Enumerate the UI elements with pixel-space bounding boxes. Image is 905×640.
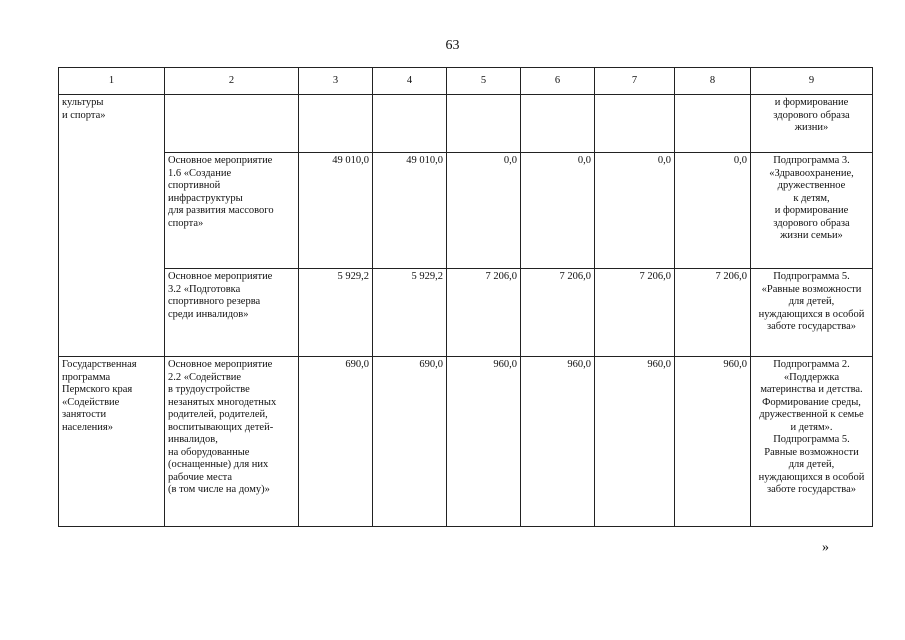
- value-cell: [521, 95, 595, 153]
- value-cell: 960,0: [675, 357, 751, 527]
- value-cell: 0,0: [447, 153, 521, 269]
- subprogram-cell: Подпрограмма 5. «Равные возможности для детей, нуждающихся в особой заботе государства»: [751, 269, 873, 357]
- header-col-5: 5: [447, 68, 521, 95]
- budget-table: [58, 67, 873, 527]
- table-row: [59, 153, 873, 269]
- event-cell: Основное мероприятие 1.6 «Создание спортивной инфраструктуры для развития массового спорта»: [165, 153, 299, 269]
- header-col-6: 6: [521, 68, 595, 95]
- value-cell: 7 206,0: [521, 269, 595, 357]
- value-cell: 7 206,0: [595, 269, 675, 357]
- header-col-7: 7: [595, 68, 675, 95]
- value-cell: [595, 95, 675, 153]
- closing-quote-mark: »: [822, 540, 829, 555]
- header-col-2: 2: [165, 68, 299, 95]
- header-col-3: 3: [299, 68, 373, 95]
- value-cell: 49 010,0: [299, 153, 373, 269]
- value-cell: 960,0: [595, 357, 675, 527]
- value-cell: 960,0: [447, 357, 521, 527]
- subprogram-cell: Подпрограмма 2. «Поддержка материнства и детства. Формирование среды, дружественной к семье и детям». Подпрограмма 5. Равные возможности для детей, нуждающихся в особой заботе государства»: [751, 357, 873, 527]
- value-cell: 0,0: [675, 153, 751, 269]
- header-col-1: 1: [59, 68, 165, 95]
- value-cell: 960,0: [521, 357, 595, 527]
- value-cell: 5 929,2: [373, 269, 447, 357]
- value-cell: 0,0: [595, 153, 675, 269]
- table-row: [59, 269, 873, 357]
- event-cell: Основное мероприятие 2.2 «Содействие в трудоустройстве незанятых многодетных родителей, родителей, воспитывающих детей- инвалидов, на оборудованные (оснащенные) для них рабочие места (в том числе на дому)»: [165, 357, 299, 527]
- value-cell: 0,0: [521, 153, 595, 269]
- value-cell: 690,0: [299, 357, 373, 527]
- header-col-8: 8: [675, 68, 751, 95]
- value-cell: 7 206,0: [675, 269, 751, 357]
- table-row: [59, 357, 873, 527]
- header-col-4: 4: [373, 68, 447, 95]
- value-cell: 5 929,2: [299, 269, 373, 357]
- value-cell: [447, 95, 521, 153]
- value-cell: [373, 95, 447, 153]
- page-number: 63: [445, 38, 460, 53]
- subprogram-cell: Подпрограмма 3. «Здравоохранение, дружественное к детям, и формирование здорового образа жизни семьи»: [751, 153, 873, 269]
- program-cell: Государственная программа Пермского края «Содействие занятости населения»: [59, 357, 165, 527]
- event-cell: [165, 95, 299, 153]
- value-cell: 690,0: [373, 357, 447, 527]
- value-cell: 7 206,0: [447, 269, 521, 357]
- program-cell: культуры и спорта»: [59, 95, 165, 357]
- table-row: [59, 95, 873, 153]
- header-col-9: 9: [751, 68, 873, 95]
- subprogram-cell: и формирование здорового образа жизни»: [751, 95, 873, 153]
- header-row: [59, 68, 873, 95]
- event-cell: Основное мероприятие 3.2 «Подготовка спортивного резерва среди инвалидов»: [165, 269, 299, 357]
- value-cell: [675, 95, 751, 153]
- value-cell: 49 010,0: [373, 153, 447, 269]
- value-cell: [299, 95, 373, 153]
